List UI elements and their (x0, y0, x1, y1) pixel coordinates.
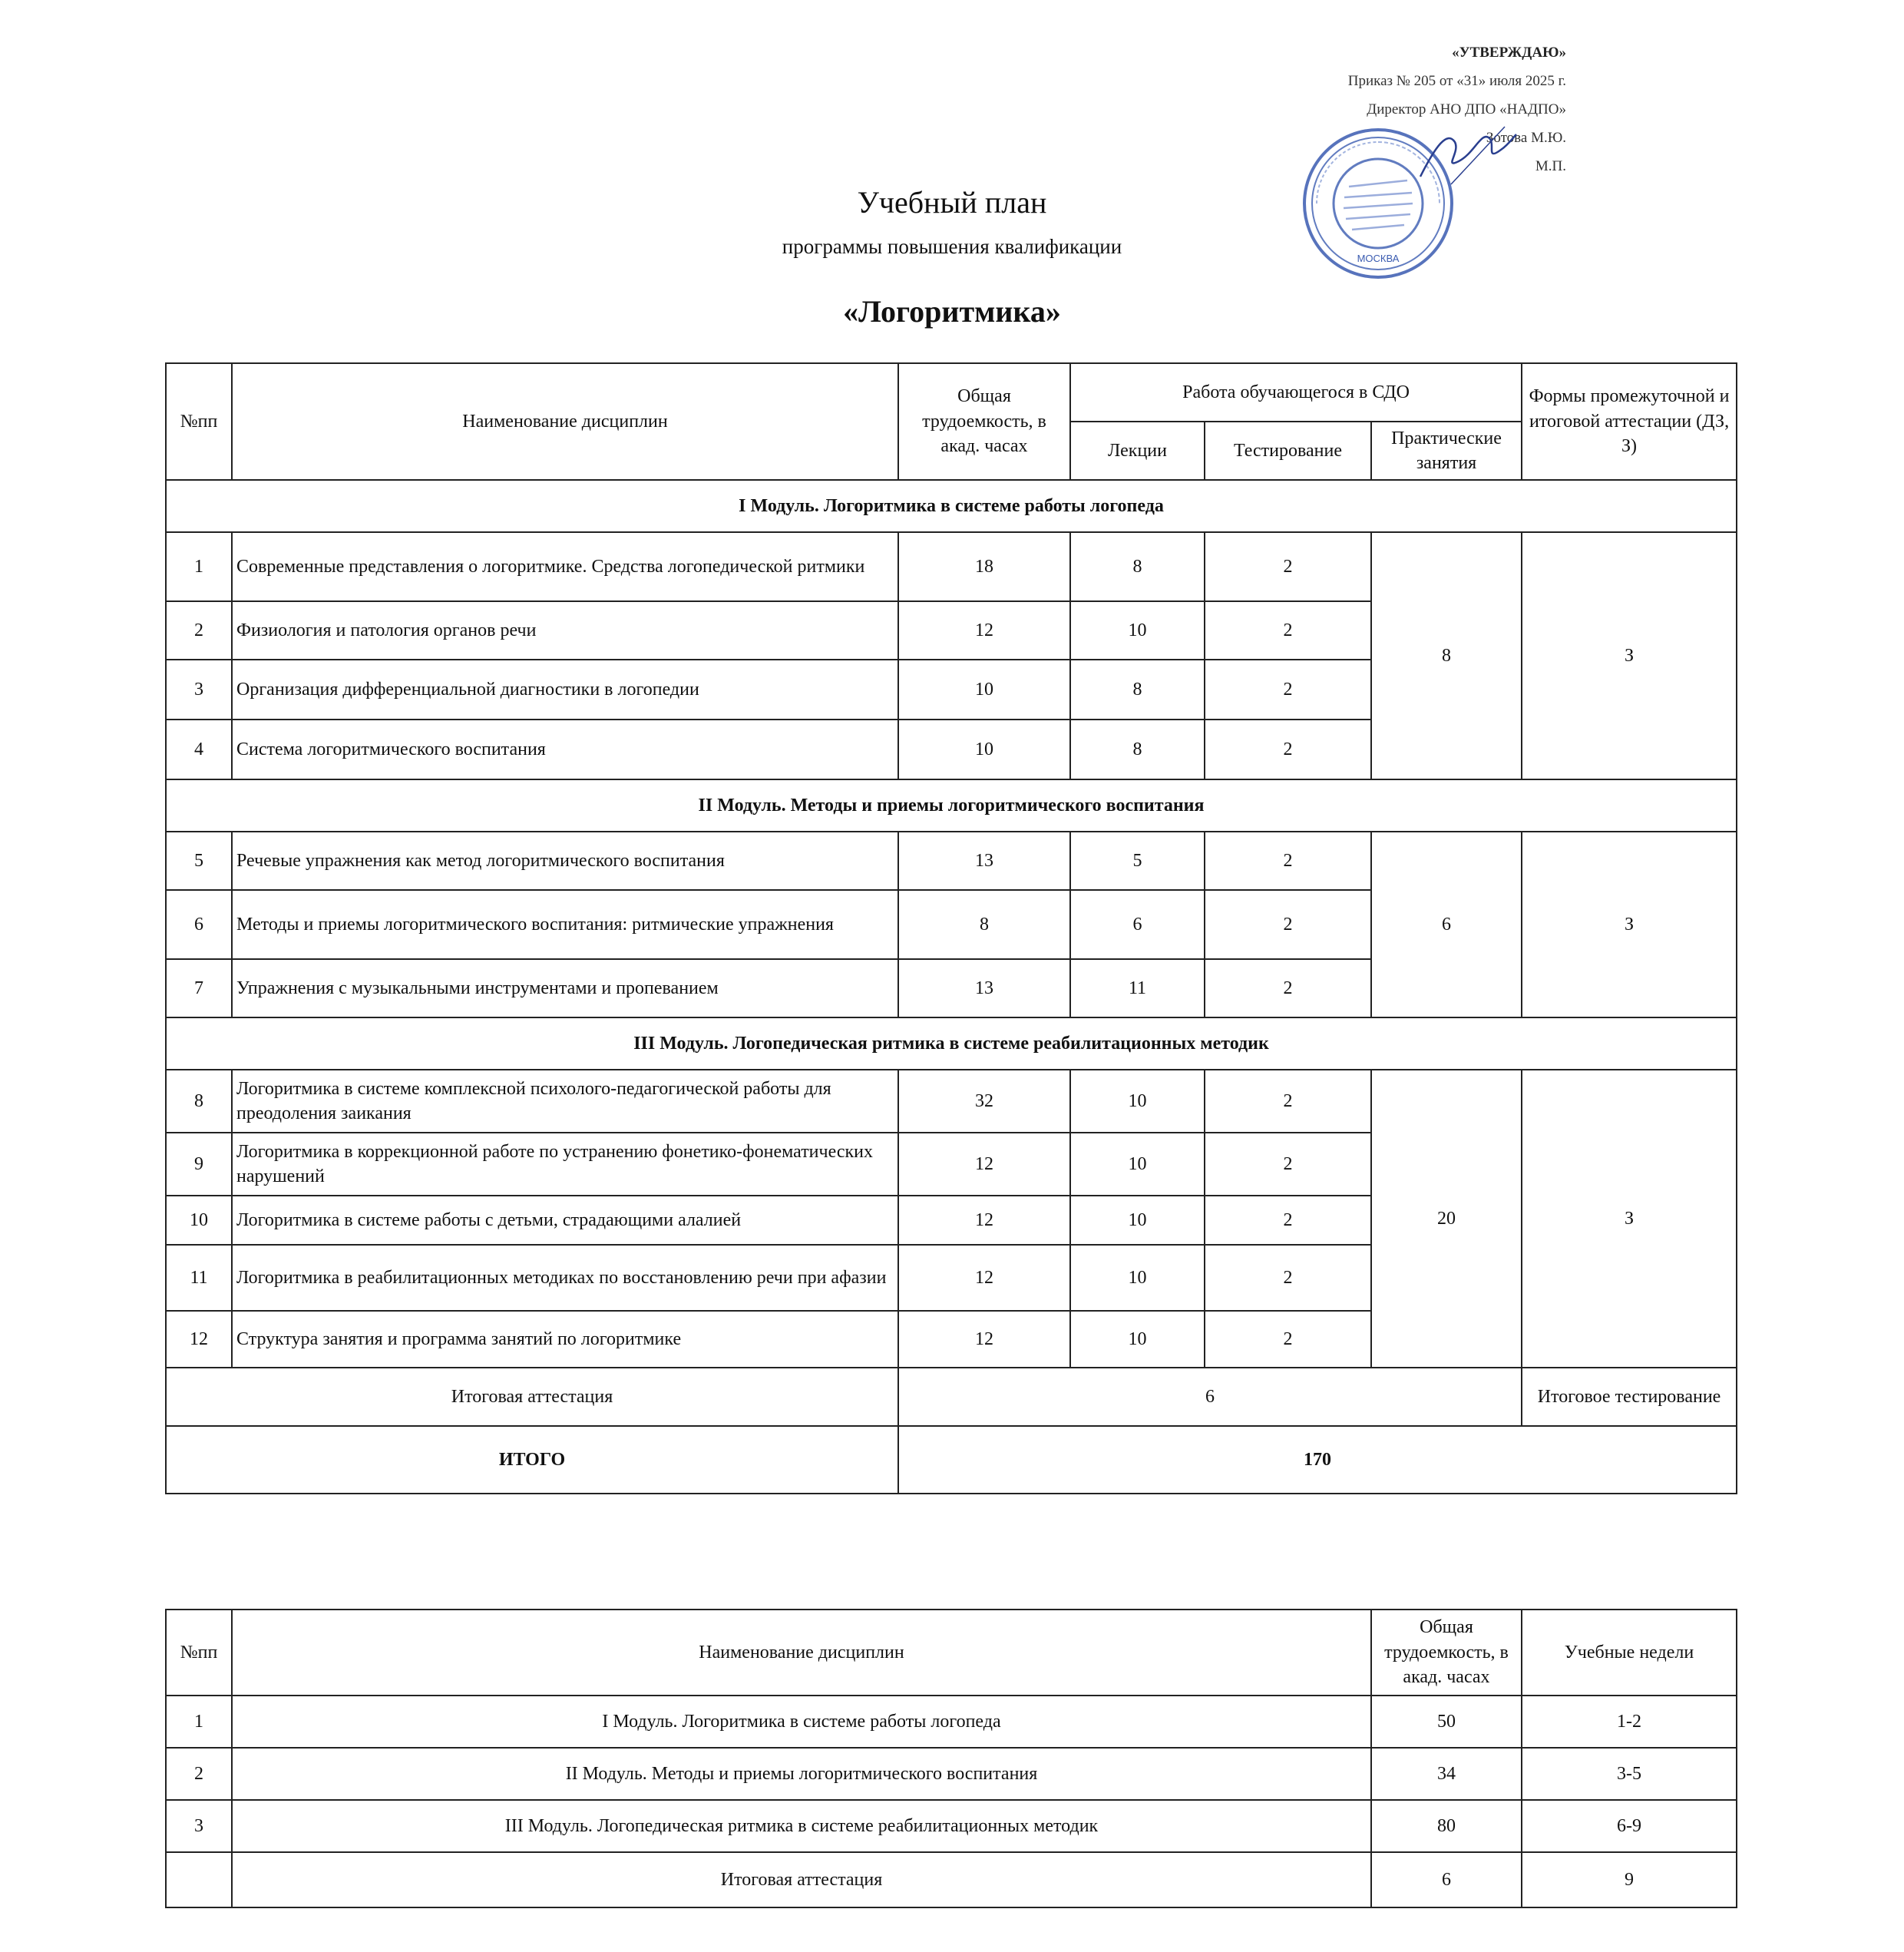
row-testing: 2 (1205, 532, 1371, 601)
row-lectures: 8 (1070, 660, 1205, 720)
row-hours: 12 (898, 1133, 1070, 1196)
row-hours: 8 (898, 890, 1070, 959)
table-row (166, 1852, 1737, 1907)
header-name: Наименование дисциплин (232, 1610, 1371, 1696)
approval-position: Директор АНО ДПО «НАДПО» (1367, 101, 1566, 117)
row-hours: 80 (1371, 1800, 1522, 1852)
row-testing: 2 (1205, 1133, 1371, 1196)
row-num: 3 (166, 1800, 232, 1852)
module-form: З (1522, 532, 1737, 779)
row-lectures: 10 (1070, 1196, 1205, 1245)
module-practice: 6 (1371, 832, 1522, 1017)
approval-heading: «УТВЕРЖДАЮ» (1452, 45, 1566, 61)
row-name: Методы и приемы логоритмического воспитания: ритмические упражнения (232, 890, 898, 959)
stamp-text: МОСКВА (1357, 253, 1400, 264)
header-work: Работа обучающегося в СДО (1070, 363, 1522, 422)
row-hours: 32 (898, 1070, 1070, 1133)
row-hours: 50 (1371, 1696, 1522, 1748)
row-name: Итоговая аттестация (232, 1852, 1371, 1907)
row-testing: 2 (1205, 890, 1371, 959)
row-lectures: 11 (1070, 959, 1205, 1017)
row-name: Структура занятия и программа занятий по логоритмике (232, 1311, 898, 1368)
approval-name: Зотова М.Ю. (1486, 130, 1566, 146)
total-hours: 170 (898, 1426, 1737, 1494)
module-title: I Модуль. Логоритмика в системе работы логопеда (166, 480, 1737, 532)
row-num: 12 (166, 1311, 232, 1368)
row-testing: 2 (1205, 1245, 1371, 1311)
table-header-row (166, 1610, 1737, 1696)
final-attestation-row (166, 1368, 1737, 1426)
module-form: З (1522, 1070, 1737, 1368)
row-num: 2 (166, 1748, 232, 1800)
row-lectures: 10 (1070, 1245, 1205, 1311)
row-hours: 12 (898, 1196, 1070, 1245)
table-row (166, 1748, 1737, 1800)
row-hours: 12 (898, 601, 1070, 660)
row-num: 11 (166, 1245, 232, 1311)
row-testing: 2 (1205, 959, 1371, 1017)
module-form: З (1522, 832, 1737, 1017)
row-name: Логоритмика в системе комплексной психолого-педагогической работы для преодоления заикания (232, 1070, 898, 1133)
module-practice: 8 (1371, 532, 1522, 779)
module-title: III Модуль. Логопедическая ритмика в системе реабилитационных методик (166, 1017, 1737, 1070)
row-num: 5 (166, 832, 232, 890)
row-hours: 10 (898, 660, 1070, 720)
row-lectures: 5 (1070, 832, 1205, 890)
header-num: №пп (166, 1610, 232, 1696)
row-hours: 10 (898, 720, 1070, 779)
row-hours: 12 (898, 1245, 1070, 1311)
row-num: 2 (166, 601, 232, 660)
row-lectures: 8 (1070, 720, 1205, 779)
header-hours: Общая трудоемкость, в акад. часах (1371, 1610, 1522, 1696)
table-header-row (166, 363, 1737, 422)
row-weeks: 1-2 (1522, 1696, 1737, 1748)
total-row (166, 1426, 1737, 1494)
row-testing: 2 (1205, 832, 1371, 890)
row-num: 3 (166, 660, 232, 720)
row-num: 7 (166, 959, 232, 1017)
row-num (166, 1852, 232, 1907)
document-subtitle: программы повышения квалификации (782, 235, 1122, 258)
row-num: 10 (166, 1196, 232, 1245)
row-num: 9 (166, 1133, 232, 1196)
row-lectures: 10 (1070, 601, 1205, 660)
row-testing: 2 (1205, 1070, 1371, 1133)
header-hours: Общая трудоемкость, в акад. часах (898, 363, 1070, 480)
row-name: Логоритмика в коррекционной работе по устранению фонетико-фонематических нарушений (232, 1133, 898, 1196)
row-hours: 12 (898, 1311, 1070, 1368)
approval-seal-place: М.П. (1535, 158, 1566, 174)
row-lectures: 8 (1070, 532, 1205, 601)
table-row (166, 532, 1737, 601)
header-name: Наименование дисциплин (232, 363, 898, 480)
row-hours: 13 (898, 832, 1070, 890)
table-row (166, 832, 1737, 890)
row-lectures: 10 (1070, 1070, 1205, 1133)
final-attestation-hours: 6 (898, 1368, 1522, 1426)
program-name: «Логоритмика» (843, 294, 1061, 329)
row-name: Логоритмика в реабилитационных методиках по восстановлению речи при афазии (232, 1245, 898, 1311)
row-name: II Модуль. Методы и приемы логоритмического воспитания (232, 1748, 1371, 1800)
row-name: III Модуль. Логопедическая ритмика в системе реабилитационных методик (232, 1800, 1371, 1852)
row-num: 6 (166, 890, 232, 959)
row-hours: 34 (1371, 1748, 1522, 1800)
header-weeks: Учебные недели (1522, 1610, 1737, 1696)
schedule-table (165, 1609, 1737, 1908)
signature (1413, 115, 1520, 192)
header-testing: Тестирование (1205, 422, 1371, 480)
row-testing: 2 (1205, 601, 1371, 660)
row-num: 8 (166, 1070, 232, 1133)
row-hours: 6 (1371, 1852, 1522, 1907)
header-practice: Практические занятия (1371, 422, 1522, 480)
table-row (166, 1696, 1737, 1748)
row-name: Речевые упражнения как метод логоритмического воспитания (232, 832, 898, 890)
curriculum-table (165, 362, 1737, 1494)
row-name: Логоритмика в системе работы с детьми, страдающими алалией (232, 1196, 898, 1245)
row-name: Упражнения с музыкальными инструментами и пропеванием (232, 959, 898, 1017)
module-title: II Модуль. Методы и приемы логоритмического воспитания (166, 779, 1737, 832)
total-label: ИТОГО (166, 1426, 898, 1494)
row-name: Система логоритмического воспитания (232, 720, 898, 779)
row-name: Современные представления о логоритмике. Средства логопедической ритмики (232, 532, 898, 601)
row-testing: 2 (1205, 1196, 1371, 1245)
row-num: 4 (166, 720, 232, 779)
module-row (166, 1017, 1737, 1070)
row-hours: 18 (898, 532, 1070, 601)
row-lectures: 10 (1070, 1311, 1205, 1368)
table-row (166, 1070, 1737, 1133)
row-hours: 13 (898, 959, 1070, 1017)
table-row (166, 1800, 1737, 1852)
row-lectures: 10 (1070, 1133, 1205, 1196)
header-lectures: Лекции (1070, 422, 1205, 480)
module-practice: 20 (1371, 1070, 1522, 1368)
document-title: Учебный план (857, 185, 1047, 220)
module-row (166, 480, 1737, 532)
row-weeks: 6-9 (1522, 1800, 1737, 1852)
row-name: I Модуль. Логоритмика в системе работы логопеда (232, 1696, 1371, 1748)
final-attestation-form: Итоговое тестирование (1522, 1368, 1737, 1426)
row-testing: 2 (1205, 660, 1371, 720)
module-row (166, 779, 1737, 832)
header-num: №пп (166, 363, 232, 480)
row-num: 1 (166, 532, 232, 601)
row-weeks: 3-5 (1522, 1748, 1737, 1800)
row-testing: 2 (1205, 1311, 1371, 1368)
row-testing: 2 (1205, 720, 1371, 779)
row-weeks: 9 (1522, 1852, 1737, 1907)
row-name: Физиология и патология органов речи (232, 601, 898, 660)
approval-order: Приказ № 205 от «31» июля 2025 г. (1347, 73, 1566, 89)
final-attestation-label: Итоговая аттестация (166, 1368, 898, 1426)
header-forms: Формы промежуточной и итоговой аттестации (ДЗ, З) (1522, 363, 1737, 480)
row-name: Организация дифференциальной диагностики в логопедии (232, 660, 898, 720)
row-num: 1 (166, 1696, 232, 1748)
row-lectures: 6 (1070, 890, 1205, 959)
